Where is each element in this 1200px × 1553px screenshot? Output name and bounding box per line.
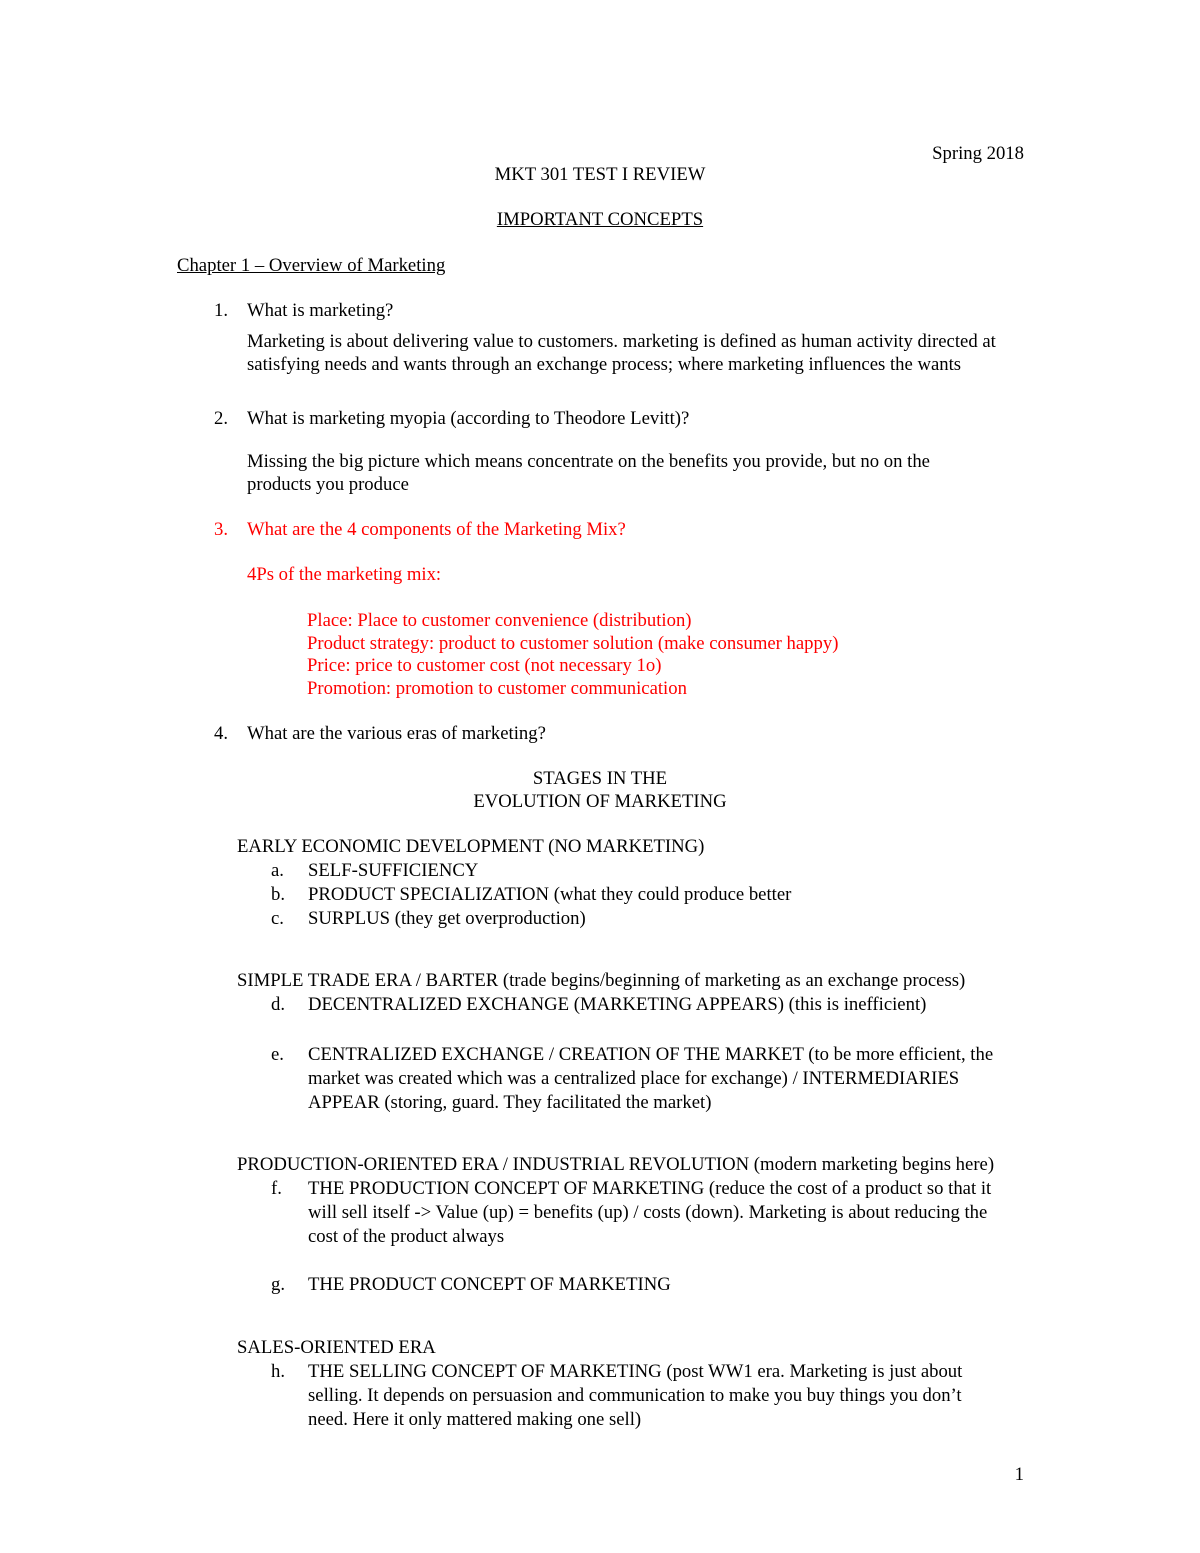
question-number: 2. [213,408,228,429]
era-title: EARLY ECONOMIC DEVELOPMENT (NO MARKETING) [237,836,705,857]
answer-line: Missing the big picture which means concentrate on the benefits you provide, but no on the [247,451,930,472]
item-text: need. Here it only mattered making one sell) [308,1409,642,1430]
item-text: market was created which was a centralized place for exchange) / INTERMEDIARIES [308,1068,960,1089]
era-title: SALES-ORIENTED ERA [237,1337,436,1358]
chapter-heading: Chapter 1 – Overview of Marketing [177,255,446,276]
question-text: What is marketing? [247,300,394,321]
mix-item-price: Price: price to customer cost (not necessary 1o) [307,655,662,676]
section-title-text: IMPORTANT CONCEPTS [496,209,704,230]
item-text: cost of the product always [308,1226,505,1247]
item-text: SELF-SUFFICIENCY [308,860,479,881]
answer-line: satisfying needs and wants through an exchange process; where marketing influences the wants [247,354,962,375]
item-text: THE PRODUCTION CONCEPT OF MARKETING (reduce the cost of a product so that it [308,1178,992,1199]
item-text: will sell itself -> Value (up) = benefits (up) / costs (down). Marketing is about reducing the [308,1202,988,1223]
item-text: PRODUCT SPECIALIZATION (what they could produce better [308,884,792,905]
section-title [0,208,1200,231]
item-letter: d. [271,994,286,1015]
item-text: THE PRODUCT CONCEPT OF MARKETING [308,1274,671,1295]
item-text: selling. It depends on persuasion and communication to make you buy things you don’t [308,1385,962,1406]
mix-item-place: Place: Place to customer convenience (distribution) [307,610,692,631]
mix-item-promotion: Promotion: promotion to customer communication [307,678,687,699]
item-letter: f. [271,1178,282,1199]
document-title: MKT 301 TEST I REVIEW [494,164,706,185]
item-text: APPEAR (storing, guard. They facilitated the market) [308,1092,712,1113]
item-letter: h. [271,1361,286,1382]
answer-lead: 4Ps of the marketing mix: [247,564,442,585]
item-letter: b. [271,884,286,905]
question-number: 4. [213,723,228,744]
question-text: What are the various eras of marketing? [247,723,546,744]
item-letter: c. [271,908,284,929]
term-label: Spring 2018 [932,143,1024,164]
era-title: SIMPLE TRADE ERA / BARTER (trade begins/beginning of marketing as an exchange process) [237,970,966,991]
item-text: SURPLUS (they get overproduction) [308,908,586,929]
answer-line: Marketing is about delivering value to customers. marketing is defined as human activity directed at [247,331,996,352]
question-text: What are the 4 components of the Marketing Mix? [247,519,626,540]
item-text: DECENTRALIZED EXCHANGE (MARKETING APPEARS) (this is inefficient) [308,994,927,1015]
item-text: CENTRALIZED EXCHANGE / CREATION OF THE MARKET (to be more efficient, the [308,1044,994,1065]
stages-heading: EVOLUTION OF MARKETING [473,791,727,812]
mix-item-product: Product strategy: product to customer solution (make consumer happy) [307,633,839,654]
stages-heading: STAGES IN THE [532,768,668,789]
item-letter: g. [271,1274,286,1295]
page-number: 1 [1014,1464,1024,1485]
item-letter: a. [271,860,284,881]
item-text: THE SELLING CONCEPT OF MARKETING (post WW1 era. Marketing is just about [308,1361,963,1382]
item-letter: e. [271,1044,284,1065]
era-title: PRODUCTION-ORIENTED ERA / INDUSTRIAL REVOLUTION (modern marketing begins here) [237,1154,995,1175]
question-text: What is marketing myopia (according to Theodore Levitt)? [247,408,690,429]
question-number: 1. [213,300,228,321]
answer-line: products you produce [247,474,409,495]
question-number: 3. [213,519,228,540]
